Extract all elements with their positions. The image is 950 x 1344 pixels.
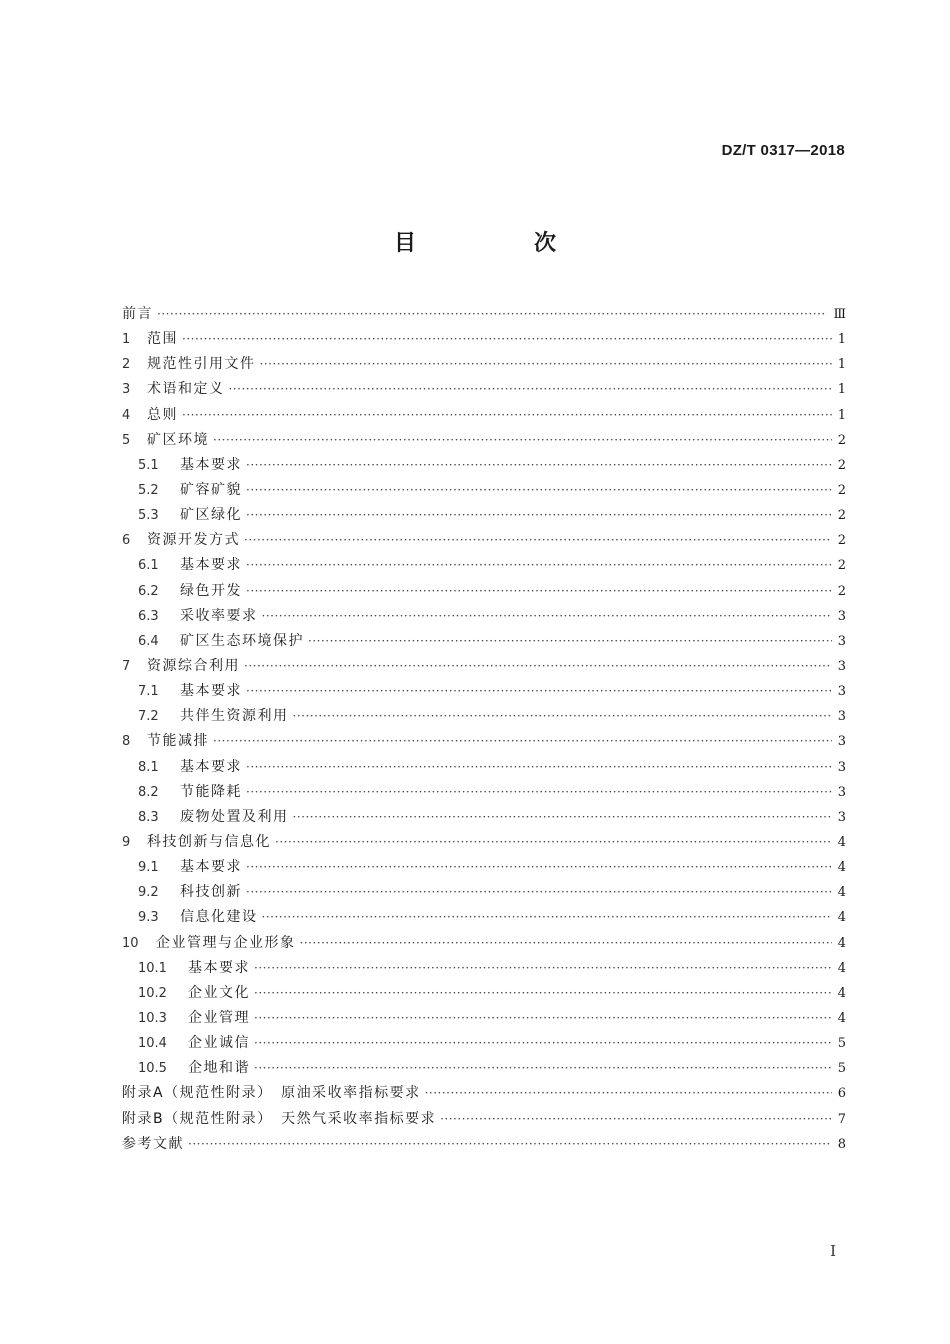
toc-entry-label: 基本要求 [180,859,242,876]
toc-entry-page: 4 [837,960,846,976]
toc-entry[interactable] [122,302,846,327]
toc-entry-page: 4 [837,910,846,926]
toc-entry-page: 5 [837,1036,846,1052]
toc-entry-label: 基本要求 [180,758,242,775]
toc-entry-page: 1 [837,332,846,348]
toc-entry-page: 3 [837,684,846,700]
toc-title: 目 次 [393,231,604,256]
toc-entry-page: 7 [837,1111,846,1127]
toc-entry-number: 10.2 [138,985,167,1001]
toc-entry-number: 3 [122,382,131,398]
toc-entry[interactable] [122,654,846,679]
toc-entry-number: 9.3 [138,910,159,926]
toc-entry-label: 企地和谐 [188,1060,250,1077]
toc-entry-label: 采收率要求 [180,607,258,624]
toc-entry-page: 2 [837,432,846,448]
toc-entry-label: 规范性引用文件 [147,356,256,373]
dot-leader [188,1132,832,1157]
dot-leader [246,453,832,478]
dot-leader [262,905,832,930]
toc-entry[interactable] [122,855,846,880]
toc-entry-label: 矿区绿化 [180,507,242,524]
toc-entry-page: 3 [837,633,846,649]
dot-leader [213,428,832,453]
toc-entry-label: 基本要求 [180,683,242,700]
dot-leader [157,302,827,327]
toc-entry[interactable] [122,729,846,754]
toc-entry[interactable] [122,604,846,629]
toc-entry-number: 6.2 [138,583,159,599]
dot-leader [246,553,832,578]
toc-entry-label: 参考文献 [122,1135,184,1152]
toc-entry-label: 信息化建设 [180,909,258,926]
toc-entry-number: 1 [122,332,131,348]
dot-leader [254,1031,832,1056]
toc-entry-page: 4 [837,834,846,850]
toc-entry-label: 企业管理 [188,1009,250,1026]
toc-entry-number: 8.2 [138,784,159,800]
toc-entry-number: 10.4 [138,1036,167,1052]
toc-entry-page: 3 [837,608,846,624]
toc-entry-page: 4 [837,885,846,901]
toc-entry-page: 4 [837,860,846,876]
toc-entry-label: 企业诚信 [188,1035,250,1052]
toc-entry[interactable] [122,780,846,805]
toc-entry-label: 共伴生资源利用 [180,708,289,725]
toc-entry-label: 总则 [147,406,178,423]
toc-entry-page: 3 [837,759,846,775]
dot-leader [425,1081,832,1106]
toc-entry[interactable] [122,931,846,956]
toc-entry[interactable] [122,880,846,905]
toc-entry[interactable] [122,352,846,377]
toc-entry[interactable] [122,1056,846,1081]
dot-leader [229,377,832,402]
toc-entry-page: 2 [837,558,846,574]
toc-entry[interactable] [122,1006,846,1031]
toc-entry-label: 矿区生态环境保护 [180,632,304,649]
toc-entry-label: 附录B（规范性附录） 天然气采收率指标要求 [122,1110,437,1127]
toc-entry-number: 5 [122,432,131,448]
toc-entry[interactable] [122,503,846,528]
toc-entry-page: 4 [837,985,846,1001]
toc-entry[interactable] [122,1132,846,1157]
toc-entry[interactable] [122,478,846,503]
toc-entry-label: 前言 [122,306,153,322]
toc-entry[interactable] [122,704,846,729]
toc-entry[interactable] [122,679,846,704]
toc-entry[interactable] [122,579,846,604]
toc-entry-label: 基本要求 [188,959,250,976]
toc-entry-page: 8 [837,1136,846,1152]
toc-entry-number: 6.4 [138,633,159,649]
toc-entry-label: 企业管理与企业形象 [156,934,296,951]
toc-entry-label: 附录A（规范性附录） 原油采收率指标要求 [122,1085,421,1102]
dot-leader [182,403,832,428]
toc-entry-page: 2 [837,457,846,473]
toc-entry-page: 1 [837,407,846,423]
toc-entry[interactable] [122,1107,846,1132]
toc-entry-number: 9.1 [138,860,159,876]
toc-entry[interactable] [122,981,846,1006]
dot-leader [246,503,832,528]
dot-leader [254,956,832,981]
dot-leader [254,1056,832,1081]
toc-entry-page: 4 [837,935,846,951]
toc-entry-number: 8 [122,734,131,750]
toc-entry[interactable] [122,805,846,830]
toc-entry-label: 科技创新与信息化 [147,833,271,850]
toc-entry[interactable] [122,377,846,402]
dot-leader [213,729,832,754]
toc-entry-label: 节能减排 [147,733,209,750]
toc-entry-page: 4 [837,1010,846,1026]
toc-entry-page: 2 [837,583,846,599]
toc-entry-number: 7.1 [138,684,159,700]
toc-entry[interactable] [122,327,846,352]
dot-leader [244,654,832,679]
toc-entry-label: 废物处置及利用 [180,808,289,825]
dot-leader [182,327,832,352]
toc-entry-label: 资源开发方式 [147,532,240,549]
toc-entry-label: 绿色开发 [180,582,242,599]
toc-entry[interactable] [122,629,846,654]
toc-entry[interactable] [122,956,846,981]
toc-entry-label: 范围 [147,331,178,348]
toc-entry-page: 1 [837,382,846,398]
toc-entry-page: 3 [837,658,846,674]
dot-leader [275,830,832,855]
toc-entry-number: 6.3 [138,608,159,624]
toc-entry-label: 科技创新 [180,884,242,901]
toc-entry-number: 4 [122,407,131,423]
toc-entry-label: 节能降耗 [180,783,242,800]
toc-entry-label: 资源综合利用 [147,657,240,674]
toc-entry-label: 矿容矿貌 [180,481,242,498]
dot-leader [246,755,832,780]
toc-entry-label: 术语和定义 [147,381,225,398]
toc-entry-number: 8.3 [138,809,159,825]
dot-leader [246,855,832,880]
toc-entry-page: 3 [837,709,846,725]
dot-leader [246,679,832,704]
toc-list [122,302,846,1157]
toc-entry-page: 1 [837,357,846,373]
toc-entry-number: 8.1 [138,759,159,775]
dot-leader [246,478,832,503]
toc-entry-number: 7 [122,658,131,674]
toc-entry[interactable] [122,453,846,478]
toc-entry-page: 2 [837,482,846,498]
toc-entry-number: 5.1 [138,457,159,473]
dot-leader [440,1107,832,1132]
toc-entry-number: 10.5 [138,1061,167,1077]
toc-entry[interactable] [122,428,846,453]
toc-entry-label: 矿区环境 [147,431,209,448]
dot-leader [246,780,832,805]
toc-entry[interactable] [122,553,846,578]
dot-leader [308,629,832,654]
toc-entry-page: 3 [837,809,846,825]
toc-entry[interactable] [122,905,846,930]
toc-entry-page: 2 [837,508,846,524]
toc-entry-label: 企业文化 [188,984,250,1001]
toc-entry-page: Ⅲ [833,307,846,322]
dot-leader [262,604,832,629]
dot-leader [254,981,832,1006]
toc-entry-page: 3 [837,734,846,750]
dot-leader [260,352,832,377]
page-folio: I [830,1242,836,1260]
toc-entry-page: 6 [837,1086,846,1102]
toc-entry-number: 5.2 [138,482,159,498]
dot-leader [293,805,832,830]
toc-entry[interactable] [122,403,846,428]
toc-entry-number: 9 [122,834,131,850]
toc-entry-number: 10 [122,935,139,951]
toc-entry[interactable] [122,1081,846,1106]
toc-entry-number: 10.1 [138,960,167,976]
toc-entry-label: 基本要求 [180,456,242,473]
dot-leader [246,880,832,905]
toc-entry-number: 2 [122,357,131,373]
toc-entry[interactable] [122,528,846,553]
toc-entry-label: 基本要求 [180,557,242,574]
dot-leader [244,528,832,553]
toc-entry-number: 5.3 [138,508,159,524]
toc-entry-number: 6 [122,533,131,549]
dot-leader [293,704,832,729]
toc-entry-number: 7.2 [138,709,159,725]
doc-code: DZ/T 0317—2018 [721,142,845,159]
dot-leader [254,1006,832,1031]
toc-entry[interactable] [122,755,846,780]
toc-entry-number: 10.3 [138,1010,167,1026]
toc-entry-page: 2 [837,533,846,549]
toc-entry-number: 9.2 [138,885,159,901]
toc-entry-page: 3 [837,784,846,800]
toc-entry[interactable] [122,1031,846,1056]
dot-leader [246,579,832,604]
dot-leader [300,931,832,956]
toc-entry-page: 5 [837,1061,846,1077]
toc-entry[interactable] [122,830,846,855]
toc-entry-number: 6.1 [138,558,159,574]
